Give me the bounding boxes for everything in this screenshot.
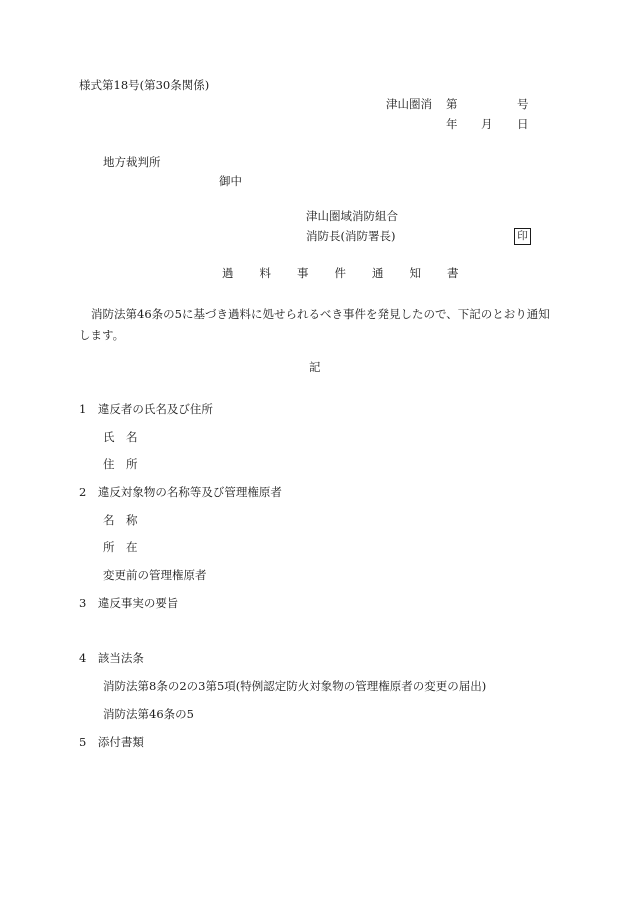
title-char: 件 bbox=[334, 266, 346, 280]
number-dai: 第 bbox=[446, 97, 458, 111]
addressee-honorific: 御中 bbox=[219, 174, 242, 188]
item1-heading: 1 違反者の氏名及び住所 bbox=[79, 402, 213, 416]
date-month: 月 bbox=[481, 117, 493, 131]
sender-org: 津山圏域消防組合 bbox=[306, 209, 398, 223]
date-year: 年 bbox=[446, 117, 458, 131]
office-prefix: 津山圏消 bbox=[386, 97, 432, 111]
seal-mark: 印 bbox=[514, 228, 531, 245]
body-paragraph: 消防法第46条の5に基づき過料に処せられるべき事件を発見したので、下記のとおり通知します。 bbox=[79, 307, 550, 342]
item1-name-label: 氏 名 bbox=[103, 430, 138, 444]
item5-heading: 5 添付書類 bbox=[79, 735, 144, 749]
item4-heading: 4 該当法条 bbox=[79, 651, 144, 665]
title-char: 料 bbox=[259, 266, 271, 280]
form-label: 様式第18号(第30条関係) bbox=[79, 78, 210, 92]
item2-name-label: 名 称 bbox=[103, 513, 138, 527]
title-char: 知 bbox=[409, 266, 421, 280]
title-char: 通 bbox=[372, 266, 384, 280]
item2-location-label: 所 在 bbox=[103, 540, 138, 554]
item2-heading: 2 違反対象物の名称等及び管理権原者 bbox=[79, 485, 282, 499]
item2-prev-manager-label: 変更前の管理権原者 bbox=[103, 568, 207, 582]
item4-law2: 消防法第46条の5 bbox=[103, 707, 194, 721]
ki-heading: 記 bbox=[309, 360, 321, 374]
sender-title: 消防長(消防署長) bbox=[306, 229, 396, 243]
item1-address-label: 住 所 bbox=[103, 457, 138, 471]
number-go: 号 bbox=[517, 97, 529, 111]
document-title bbox=[222, 268, 459, 280]
title-char: 書 bbox=[447, 266, 459, 280]
title-char: 事 bbox=[297, 266, 309, 280]
date-day: 日 bbox=[517, 117, 529, 131]
item3-heading: 3 違反事実の要旨 bbox=[79, 596, 179, 610]
item4-law1: 消防法第8条の2の3第5項(特例認定防火対象物の管理権原者の変更の届出) bbox=[103, 679, 487, 693]
title-char: 過 bbox=[222, 266, 234, 280]
court-name: 地方裁判所 bbox=[103, 155, 161, 169]
